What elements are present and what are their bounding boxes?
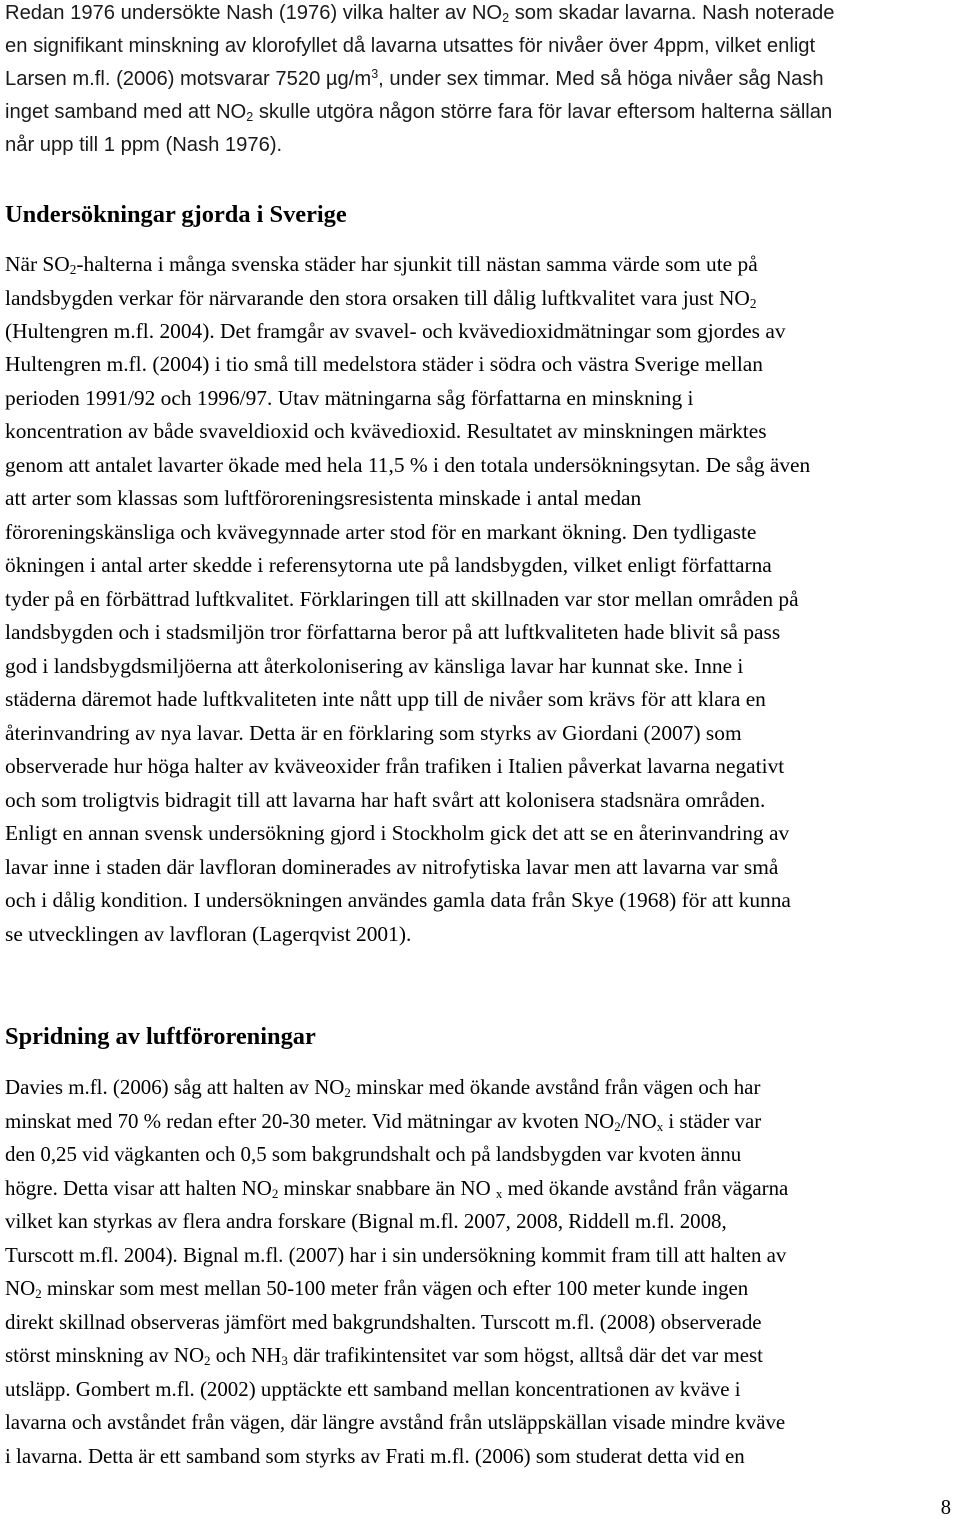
text-line: föroreningskänsliga och kvävegynnade arter stod för en markant ökning. Den tydligaste [5, 520, 757, 544]
text-line: ökningen i antal arter skedde i referensytorna ute på landsbygden, vilket enligt författarna [5, 553, 772, 577]
text-line: $NO_2$ minskar som mest mellan 50-100 meter från vägen och efter 100 meter kunde ingen [5, 1276, 749, 1301]
text-line: (Hultengren m.fl. 2004). Det framgår av svavel- och kvävedioxidmätningar som gjordes av [5, 319, 786, 343]
text-line: perioden 1991/92 och 1996/97. Utav mätningarna såg författarna en minskning i [5, 386, 694, 410]
text-line: se utvecklingen av lavfloran (Lagerqvist 2001). [5, 922, 412, 946]
text-line: den 0,25 vid vägkanten och 0,5 som bakgrundshalt och på landsbygden var kvoten ännu [5, 1142, 742, 1166]
text-line: lavarna och avståndet från vägen, där längre avstånd från utsläppskällan visade mindre kväve [5, 1410, 786, 1434]
text-line: vilket kan styrkas av flera andra forskare (Bignal m.fl. 2007, 2008, Riddell m.fl. 2008, [5, 1209, 727, 1233]
text-line: Enligt en annan svensk undersökning gjord i Stockholm gick det att se en återinvandring av [5, 821, 790, 845]
text-line: störst minskning av $NO_2$ och $NH_3$ där trafikintensitet var som högst, alltså där det var mest [5, 1343, 763, 1368]
text-line: observerade hur höga halter av kväveoxider från trafiken i Italien påverkat lavarna negativt [5, 754, 785, 778]
text-line: Larsen m.fl. (2006) motsvarar 7520 $\mu g/m^3$, under sex timmar. Med så höga nivåer såg Nash [5, 67, 824, 90]
section-heading-sverige: Undersökningar gjorda i Sverige [5, 201, 347, 228]
text-line: När $SO_2$-halterna i många svenska städer har sjunkit till nästan samma värde som ute på [5, 252, 758, 277]
text-line: Turscott m.fl. 2004). Bignal m.fl. (2007) har i sin undersökning kommit fram till att halten av [5, 1243, 787, 1267]
text-line: och i dålig kondition. I undersökningen användes gamla data från Skye (1968) för att kunna [5, 888, 791, 912]
text-line: inget samband med att $NO_2$ skulle utgöra någon större fara för lavar eftersom halterna sällan [5, 101, 833, 124]
text-line: landsbygden verkar för närvarande den stora orsaken till dålig luftkvalitet vara just $NO_2$ [5, 286, 757, 311]
text-line: minskat med 70 % redan efter 20-30 meter. Vid mätningar av kvoten $NO_2/NO_x$ i städer var [5, 1109, 762, 1134]
text-line: en signifikant minskning av klorofyllet då lavarna utsattes för nivåer över 4ppm, vilket enligt [5, 35, 816, 57]
text-line: i lavarna. Detta är ett samband som styrks av Frati m.fl. (2006) som studerat detta vid en [5, 1444, 745, 1468]
text-line: genom att antalet lavarter ökade med hela 11,5 % i den totala undersökningsytan. De såg även [5, 453, 811, 477]
page-number: 8 [940, 1497, 951, 1519]
text-line: Davies m.fl. (2006) såg att halten av $NO_2$ minskar med ökande avstånd från vägen och har [5, 1075, 761, 1100]
text-line: Hultengren m.fl. (2004) i tio små till medelstora städer i södra och västra Sverige mellan [5, 352, 763, 376]
text-line: direkt skillnad observeras jämfört med bakgrundshalten. Turscott m.fl. (2008) observerade [5, 1310, 762, 1334]
text-line: koncentration av både svaveldioxid och kvävedioxid. Resultatet av minskningen märktes [5, 419, 767, 443]
text-line: utsläpp. Gombert m.fl. (2002) upptäckte ett samband mellan koncentrationen av kväve i [5, 1377, 741, 1401]
text-line: högre. Detta visar att halten $NO_2$ minskar snabbare än NO $_x$ med ökande avstånd från vägarna [5, 1176, 789, 1201]
text-line: landsbygden och i stadsmiljön tror författarna beror på att luftkvaliteten hade blivit så pass [5, 620, 781, 644]
text-line: städerna däremot hade luftkvaliteten inte nått upp till de nivåer som krävs för att klara en [5, 687, 766, 711]
text-line: att arter som klassas som luftföroreningsresistenta minskade i antal medan [5, 486, 642, 510]
text-line: lavar inne i staden där lavfloran dominerades av nitrofytiska lavar men att lavarna var små [5, 855, 779, 879]
section-heading-spridning: Spridning av luftföroreningar [5, 1023, 316, 1050]
text-line: tyder på en förbättrad luftkvalitet. Förklaringen till att skillnaden var stor mellan områden på [5, 587, 799, 611]
text-line: och som troligtvis bidragit till att lavarna har haft svårt att kolonisera stadsnära områden. [5, 788, 766, 812]
text-line: Redan 1976 undersökte Nash (1976) vilka halter av $NO_2$ som skadar lavarna. Nash noterade [5, 2, 835, 25]
text-line: återinvandring av nya lavar. Detta är en förklaring som styrks av Giordani (2007) som [5, 721, 742, 745]
text-line: god i landsbygdsmiljöerna att återkolonisering av känsliga lavar har kunnat ske. Inne i [5, 654, 744, 678]
text-line: når upp till 1 ppm (Nash 1976). [5, 134, 283, 156]
